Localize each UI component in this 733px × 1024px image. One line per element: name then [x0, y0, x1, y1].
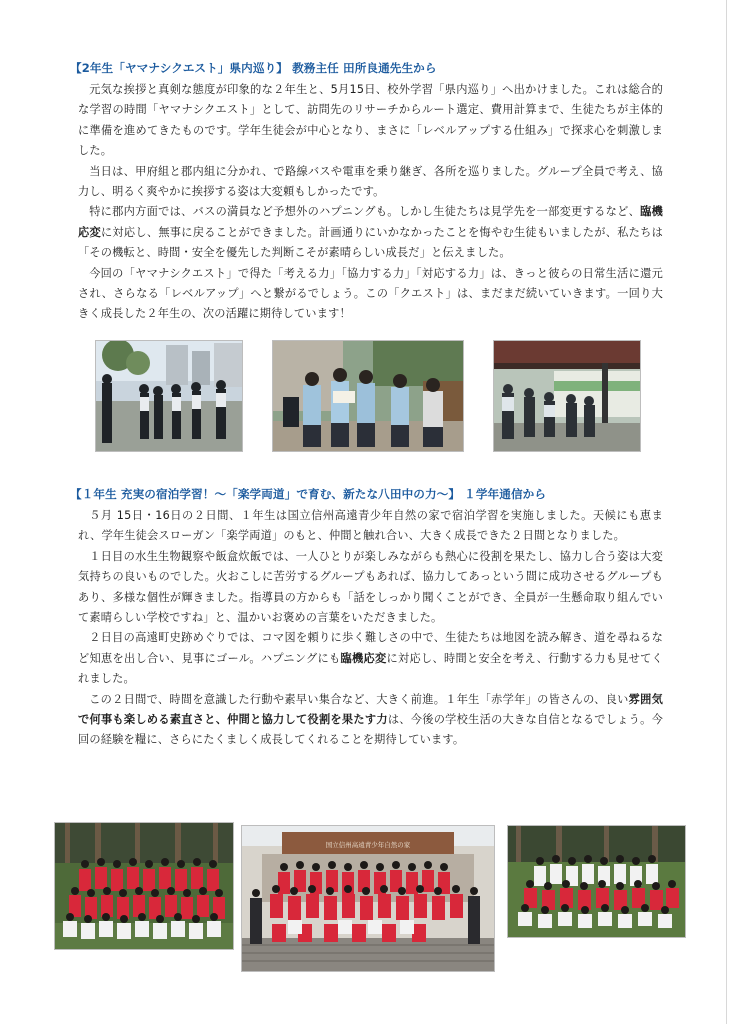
- paragraph: 当日は、甲府組と郡内組に分かれ、で路線バスや電車を乗り継ぎ、各所を巡りました。グループ全員で考え、協力し、明るく爽やかに挨拶する姿は大変頼もしかったです。: [78, 164, 663, 199]
- text-run: 特に郡内方面では、バスの満員など予想外のハプニングも。しかし生徒たちは見学先を一部変更するなど、: [89, 205, 641, 219]
- paragraph: [78, 690, 663, 751]
- section-second-year: [70, 60, 663, 325]
- photo-students-with-map: [272, 340, 464, 452]
- paragraph: [78, 202, 663, 263]
- section-heading: 【2年生「ヤマナシクエスト」県内巡り】 教務主任 田所良通先生から: [70, 61, 437, 75]
- text-run: に対応し、時間と安全を考え、行動する力も見せてくれました。: [78, 651, 663, 686]
- text-run: ２日目の高遠町史跡めぐりでは、コマ図を頼りに歩く難しさの中で、生徒たちは地図を読み解き、道を尋ねるなど知恵を出し合い、見事にゴール。ハプニングにも: [78, 631, 663, 665]
- paragraph: ５月 15日・16日の２日間、１年生は国立信州高遠青少年自然の家で宿泊学習を実施しました。天候にも恵まれ、学年生徒会スローガン「楽学両道」のもと、仲間と触れ合い、大きく成長できた２日間となりました。: [78, 509, 663, 543]
- emphasis-text: 雰囲気で何事も楽しめる素直さと、仲間と協力して役割を果たす力: [78, 692, 663, 727]
- paragraph: １日目の水生生物観察や飯盒炊飯では、一人ひとりが楽しみながらも熱心に役割を果たし、協力し合う姿は大変気持ちの良いものでした。火おこしに苦労するグループもあれば、協力してあっという間に成功させるグループもあり、多様な個性が輝きました。指導員の方からも「話をしっかり聞くことができ、全員が一生懸命取り組んでいて素晴らしい学校ですね」と、温かいお褒めの言葉をいただきました。: [78, 549, 663, 625]
- section-heading: 【１年生 充実の宿泊学習！～「楽学両道」で育む、新たな八田中の力～】 １学年通信から: [70, 487, 547, 501]
- page-edge-line: [726, 0, 727, 1024]
- photo-group-building-steps: [241, 825, 495, 972]
- text-run: に対応し、無事に戻ることができました。計画通りにいかなかったことを悔やむ生徒もいましたが、私たちは「その機転と、時間・安全を優先した判断こそが素晴らしい成長だ」と伝えました。: [78, 225, 663, 260]
- building-sign-text: 国立信州高遠青少年自然の家: [325, 841, 411, 849]
- paragraph: 今回の「ヤマナシクエスト」で得た「考える力」「協力する力」「対応する力」は、きっと彼らの日常生活に還元され、さらなる「レベルアップ」へと繋がるでしょう。この「クエスト」は、まだまだ続いていきます。一回り大きく成長した２年生の、次の活躍に期待しています！: [78, 266, 663, 321]
- section-first-year: [70, 486, 663, 751]
- emphasis-text: 臨機応変: [78, 205, 663, 239]
- text-run: この２日間で、時間を意識した行動や素早い集合など、大きく前進。１年生「赤学年」の皆さんの、良い: [89, 692, 629, 706]
- paragraph: 元気な挨拶と真剣な態度が印象的な２年生と、5月15日、校外学習「県内巡り」へ出かけました。これは総合的な学習の時間「ヤマナシクエスト」として、訪問先のリサーチからルート選定、費用計算まで、生徒たちが主体的に準備を進めてきたものです。学年生徒会が中心となり、まさに「レベルアップする仕組み」で探求心を刺激しました。: [78, 83, 663, 158]
- photo-students-on-street: [95, 340, 243, 452]
- photo-bus-stop: [493, 340, 641, 452]
- text-run: は、今後の学校生活の大きな自信となるでしょう。今回の経験を糧に、さらにたくましく成長してくれることを期待しています。: [78, 713, 663, 747]
- photo-group-forest: [54, 822, 234, 950]
- photo-group-lawn: [507, 825, 686, 938]
- paragraph: [78, 628, 663, 689]
- emphasis-text: 臨機応変: [340, 651, 387, 665]
